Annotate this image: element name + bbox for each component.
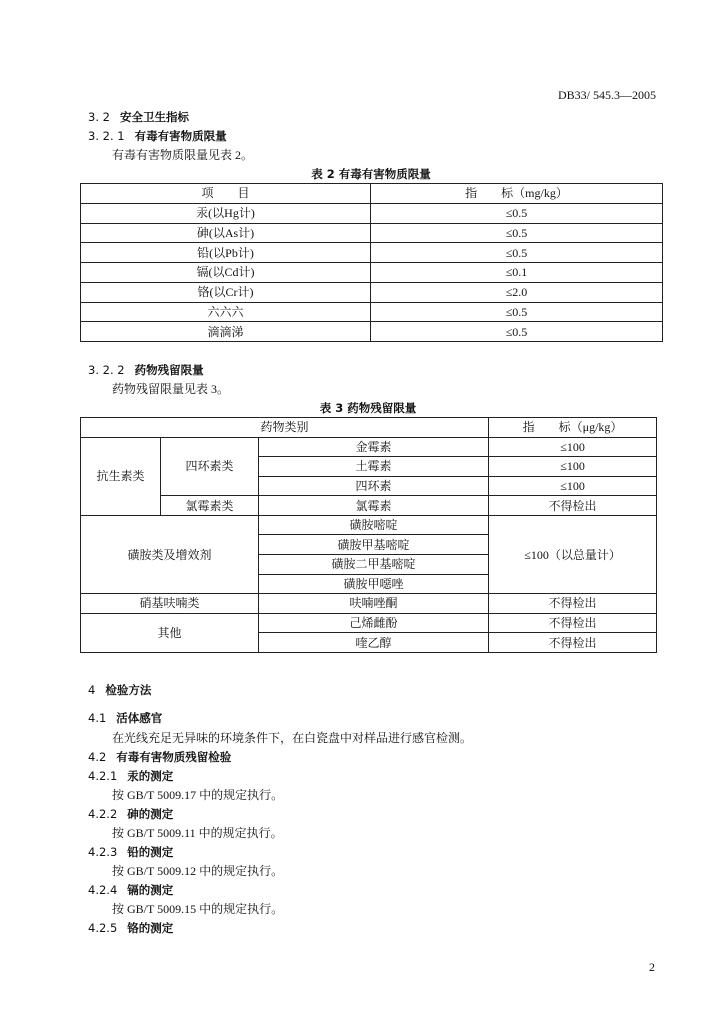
section-title: 活体感官 xyxy=(116,711,163,725)
column-header-limit: 指 标（mg/kg） xyxy=(371,184,663,204)
drug-limit: 不得检出 xyxy=(489,594,657,614)
table-cell-item: 汞(以Hg计) xyxy=(81,203,371,223)
paragraph-4-1: 在光线充足无异味的环境条件下，在白瓷盘中对样品进行感官检测。 xyxy=(112,731,473,745)
table-row xyxy=(81,594,657,614)
paragraph-3-2-1: 有毒有害物质限量见表 2。 xyxy=(112,148,254,162)
table-3 xyxy=(80,417,657,653)
category-nitrofurans: 硝基呋喃类 xyxy=(81,594,259,614)
section-number: 3. 2. 2 xyxy=(88,363,125,377)
drug-limit: ≤100 xyxy=(489,437,657,457)
section-number: 3. 2. 1 xyxy=(88,129,125,143)
drug-name: 磺胺二甲基嘧啶 xyxy=(259,555,489,575)
table-row xyxy=(81,613,657,633)
heading-4-2-3 xyxy=(88,844,173,860)
drug-name: 呋喃唑酮 xyxy=(259,594,489,614)
drug-limit: 不得检出 xyxy=(489,633,657,653)
drug-limit: 不得检出 xyxy=(489,613,657,633)
page-number: 2 xyxy=(649,960,655,974)
drug-name: 土霉素 xyxy=(259,457,489,477)
document-code: DB33/ 545.3—2005 xyxy=(557,88,656,102)
table-cell-item: 滴滴涕 xyxy=(81,322,371,342)
table-header-row xyxy=(81,418,657,438)
table-row xyxy=(81,496,657,516)
table-cell-limit: ≤0.5 xyxy=(371,223,663,243)
heading-3-2-1 xyxy=(88,128,227,144)
section-title: 药物残留限量 xyxy=(134,363,204,377)
paragraph-4-2-4: 按 GB/T 5009.15 中的规定执行。 xyxy=(112,902,284,916)
category-antibiotics: 抗生素类 xyxy=(81,437,161,515)
table-3-caption: 表 3 药物残留限量 xyxy=(319,401,417,415)
section-title: 砷的测定 xyxy=(127,807,174,821)
heading-3-2 xyxy=(88,109,189,125)
section-number: 4.1 xyxy=(88,711,107,725)
heading-4-2-2 xyxy=(88,806,173,822)
table-header-row xyxy=(81,184,663,204)
table-cell-limit: ≤2.0 xyxy=(371,282,663,302)
table-cell-limit: ≤0.5 xyxy=(371,203,663,223)
table-cell-limit: ≤0.5 xyxy=(371,243,663,263)
drug-limit: ≤100 xyxy=(489,476,657,496)
subcategory-tetracyclines: 四环素类 xyxy=(161,437,259,496)
drug-name: 磺胺甲噁唑 xyxy=(259,574,489,594)
category-others: 其他 xyxy=(81,613,259,652)
table-cell-item: 铬(以Cr计) xyxy=(81,282,371,302)
paragraph-4-2-2: 按 GB/T 5009.11 中的规定执行。 xyxy=(112,826,283,840)
subcategory-chloramphenicols: 氯霉素类 xyxy=(161,496,259,516)
table-row xyxy=(81,223,663,243)
column-header-item: 项 目 xyxy=(81,184,371,204)
drug-limit: 不得检出 xyxy=(489,496,657,516)
heading-4-2 xyxy=(88,749,231,765)
heading-4 xyxy=(88,682,151,698)
section-number: 4.2.4 xyxy=(88,883,118,897)
section-title: 检验方法 xyxy=(105,683,152,697)
drug-name: 四环素 xyxy=(259,476,489,496)
table-cell-item: 砷(以As计) xyxy=(81,223,371,243)
table-row xyxy=(81,302,663,322)
section-title: 汞的测定 xyxy=(127,769,174,783)
table-row xyxy=(81,282,663,302)
column-header-category: 药物类别 xyxy=(81,418,489,438)
heading-4-2-1 xyxy=(88,768,173,784)
table-cell-item: 镉(以Cd计) xyxy=(81,263,371,283)
drug-name: 己烯雌酚 xyxy=(259,613,489,633)
section-number: 4.2.3 xyxy=(88,845,118,859)
table-cell-item: 铅(以Pb计) xyxy=(81,243,371,263)
section-title: 有毒有害物质残留检验 xyxy=(116,750,232,764)
section-number: 4 xyxy=(88,683,96,697)
section-number: 4.2.2 xyxy=(88,807,118,821)
table-row xyxy=(81,322,663,342)
heading-4-2-5 xyxy=(88,920,173,936)
section-title: 镉的测定 xyxy=(127,883,174,897)
table-row xyxy=(81,263,663,283)
section-number: 3. 2 xyxy=(88,110,110,124)
drug-limit: ≤100（以总量计） xyxy=(489,515,657,593)
table-row xyxy=(81,243,663,263)
table-row xyxy=(81,437,657,457)
table-cell-limit: ≤0.5 xyxy=(371,302,663,322)
table-cell-limit: ≤0.1 xyxy=(371,263,663,283)
heading-4-1 xyxy=(88,710,162,726)
category-sulfonamides: 磺胺类及增效剂 xyxy=(81,515,259,593)
table-cell-limit: ≤0.5 xyxy=(371,322,663,342)
section-title: 铬的测定 xyxy=(127,921,174,935)
drug-name: 磺胺嘧啶 xyxy=(259,515,489,535)
drug-name: 金霉素 xyxy=(259,437,489,457)
heading-3-2-2 xyxy=(88,362,204,378)
paragraph-3-2-2: 药物残留限量见表 3。 xyxy=(112,382,230,396)
section-title: 安全卫生指标 xyxy=(119,110,189,124)
paragraph-4-2-1: 按 GB/T 5009.17 中的规定执行。 xyxy=(112,788,284,802)
drug-name: 喹乙醇 xyxy=(259,633,489,653)
table-2-caption: 表 2 有毒有害物质限量 xyxy=(311,167,431,181)
section-number: 4.2.5 xyxy=(88,921,118,935)
section-number: 4.2 xyxy=(88,750,107,764)
column-header-limit: 指 标（μg/kg） xyxy=(489,418,657,438)
heading-4-2-4 xyxy=(88,882,173,898)
table-row xyxy=(81,515,657,535)
section-title: 铅的测定 xyxy=(127,845,174,859)
section-title: 有毒有害物质限量 xyxy=(134,129,227,143)
table-cell-item: 六六六 xyxy=(81,302,371,322)
drug-name: 氯霉素 xyxy=(259,496,489,516)
table-row xyxy=(81,203,663,223)
section-number: 4.2.1 xyxy=(88,769,118,783)
table-2 xyxy=(80,183,663,342)
drug-limit: ≤100 xyxy=(489,457,657,477)
drug-name: 磺胺甲基嘧啶 xyxy=(259,535,489,555)
paragraph-4-2-3: 按 GB/T 5009.12 中的规定执行。 xyxy=(112,864,284,878)
